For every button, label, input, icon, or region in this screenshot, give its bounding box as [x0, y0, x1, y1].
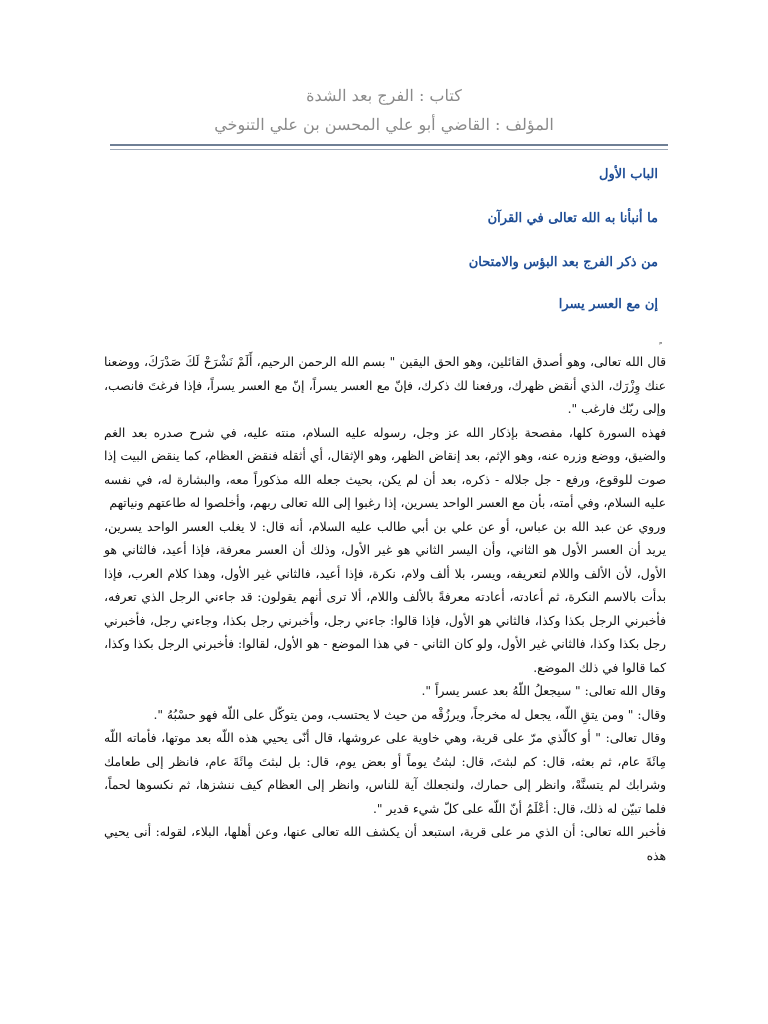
- diacritic-mark: [638, 333, 658, 347]
- body-paragraph: وقال الله تعالى: " سيجعلُ اللّهُ بعد عسر يسراً ".: [421, 684, 666, 698]
- document-header: [110, 84, 658, 137]
- chapter-heading: الباب الأول: [599, 167, 658, 182]
- body-paragraph: وقال: " ومن يتقِ اللّه، يجعل له مخرجاً، ويرزُقْه من حيث لا يحتسب، ومن يتوكّل على اللّه فهو حسْبُهُ ".: [153, 707, 666, 722]
- section-heading-relief: من ذكر الفرج بعد البؤس والامتحان: [468, 255, 658, 270]
- header-divider-thin: [110, 149, 668, 150]
- section-heading-hardship: إن مع العسر يسرا: [558, 297, 658, 312]
- body-paragraph: وروي عن عبد الله بن عباس، أو عن علي بن أبي طالب عليه السلام، أنه قال: لا يغلب العسر الواحد يسرين، يريد أن العسر الأول هو الثاني، وأن اليسر الثاني هو غير الأول، وذلك أن العسر معرفة، فإذا أعيد، فالثاني هو الأول، لأن الألف واللام لتعريفه، ويسر، بلا ألف ولام، نكرة، فإذا أعيد، فالثاني غير الأول، وهذا كلام العرب، فإذا بدأت بالاسم النكرة، ثم أعادته، أعادته معرفةً بالألف واللام، ألا ترى أنهم يقولون: قد جاءني الرجل الذي تعرفه، فأخبرني الرجل بكذا وكذا، فالثاني هو الأول، فإذا قالوا: جاءني رجل، وأخبرني رجل بكذا، وجاءني رجل، فأخبرني رجل بكذا وكذا، فالثاني غير الأول، ولو كان الثاني - في هذا الموضع - هو الأول، لقالوا: فأخبرني الرجل بكذا وكذا، كما قالوا في ذلك الموضع.: [104, 519, 666, 675]
- header-divider: [110, 144, 668, 146]
- body-paragraph: فأخبر الله تعالى: أن الذي مر على قرية، استبعد أن يكشف الله تعالى عنها، وعن أهلها، البلاء، لقوله: أنى يحيي هذه: [104, 825, 666, 863]
- section-heading-quran: ما أنبأنا به الله تعالى في القرآن: [487, 211, 658, 226]
- body-paragraph: وقال تعالى: " أو كالّذي مرّ على قرية، وهي خاوية على عروشها، قال أنّى يحيي هذه اللّه بعد موتها، فأماته اللّه مِائَةَ عام، ثم بعثه، قال: كم لبثتَ، قال: لبثتُ يوماً أو بعض يوم، قال: بل لبثتَ مِائَةَ عام، فانظر إلى طعامك وشرابك لم يتسنَّهْ، وانظر إلى حمارك، ولنجعلك آية للناس، وانظر إلى العظام كيف ننشزها، ثم نكسوها لحماً، فلما تبيّن له ذلك، قال: أعْلَمُ أنّ اللّه على كلّ شيء قدير ".: [104, 731, 666, 816]
- body-text: [104, 351, 666, 868]
- body-paragraph: فهذه السورة كلها، مفصحة بإذكار الله عز وجل، رسوله عليه السلام، منته عليه، في شرح صدره بعد الغم والضيق، ووضع وزره عنه، وهو الإثم، بعد إنقاض الظهر، وهو الإثقال، أي أثقله فنقض العظام، كما ينقض البيت إذا صوت للوقوع، ورفع - جل جلاله - ذكره، بعد أن لم يكن، بحيث جعله الله مذكوراً معه، والبشارة له، في نفسه عليه السلام، وفي أمته، بأن مع العسر الواحد يسرين، إذا رغبوا إلى الله تعالى ربهم، وأخلصوا له طاعتهم ونياتهم: [104, 425, 666, 510]
- body-paragraph: قال الله تعالى، وهو أصدق القائلين، وهو الحق اليقين " بسم الله الرحمن الرحيم، أَلَمْ نَشْرَحْ لَكَ صَدْرَكَ، ووضعنا عنك وِزْرَك، الذي أنقض ظهرك، ورفعنا لك ذكرك، فإنّ مع العسر يسراً، إنّ مع العسر يسراً، فإذا فرغتَ فانصب، وإلى ربّك فارغب ".: [104, 355, 666, 416]
- author-line: المؤلف : القاضي أبو علي المحسن بن علي التنوخي: [214, 115, 554, 134]
- book-title: كتاب : الفرج بعد الشدة: [306, 86, 462, 105]
